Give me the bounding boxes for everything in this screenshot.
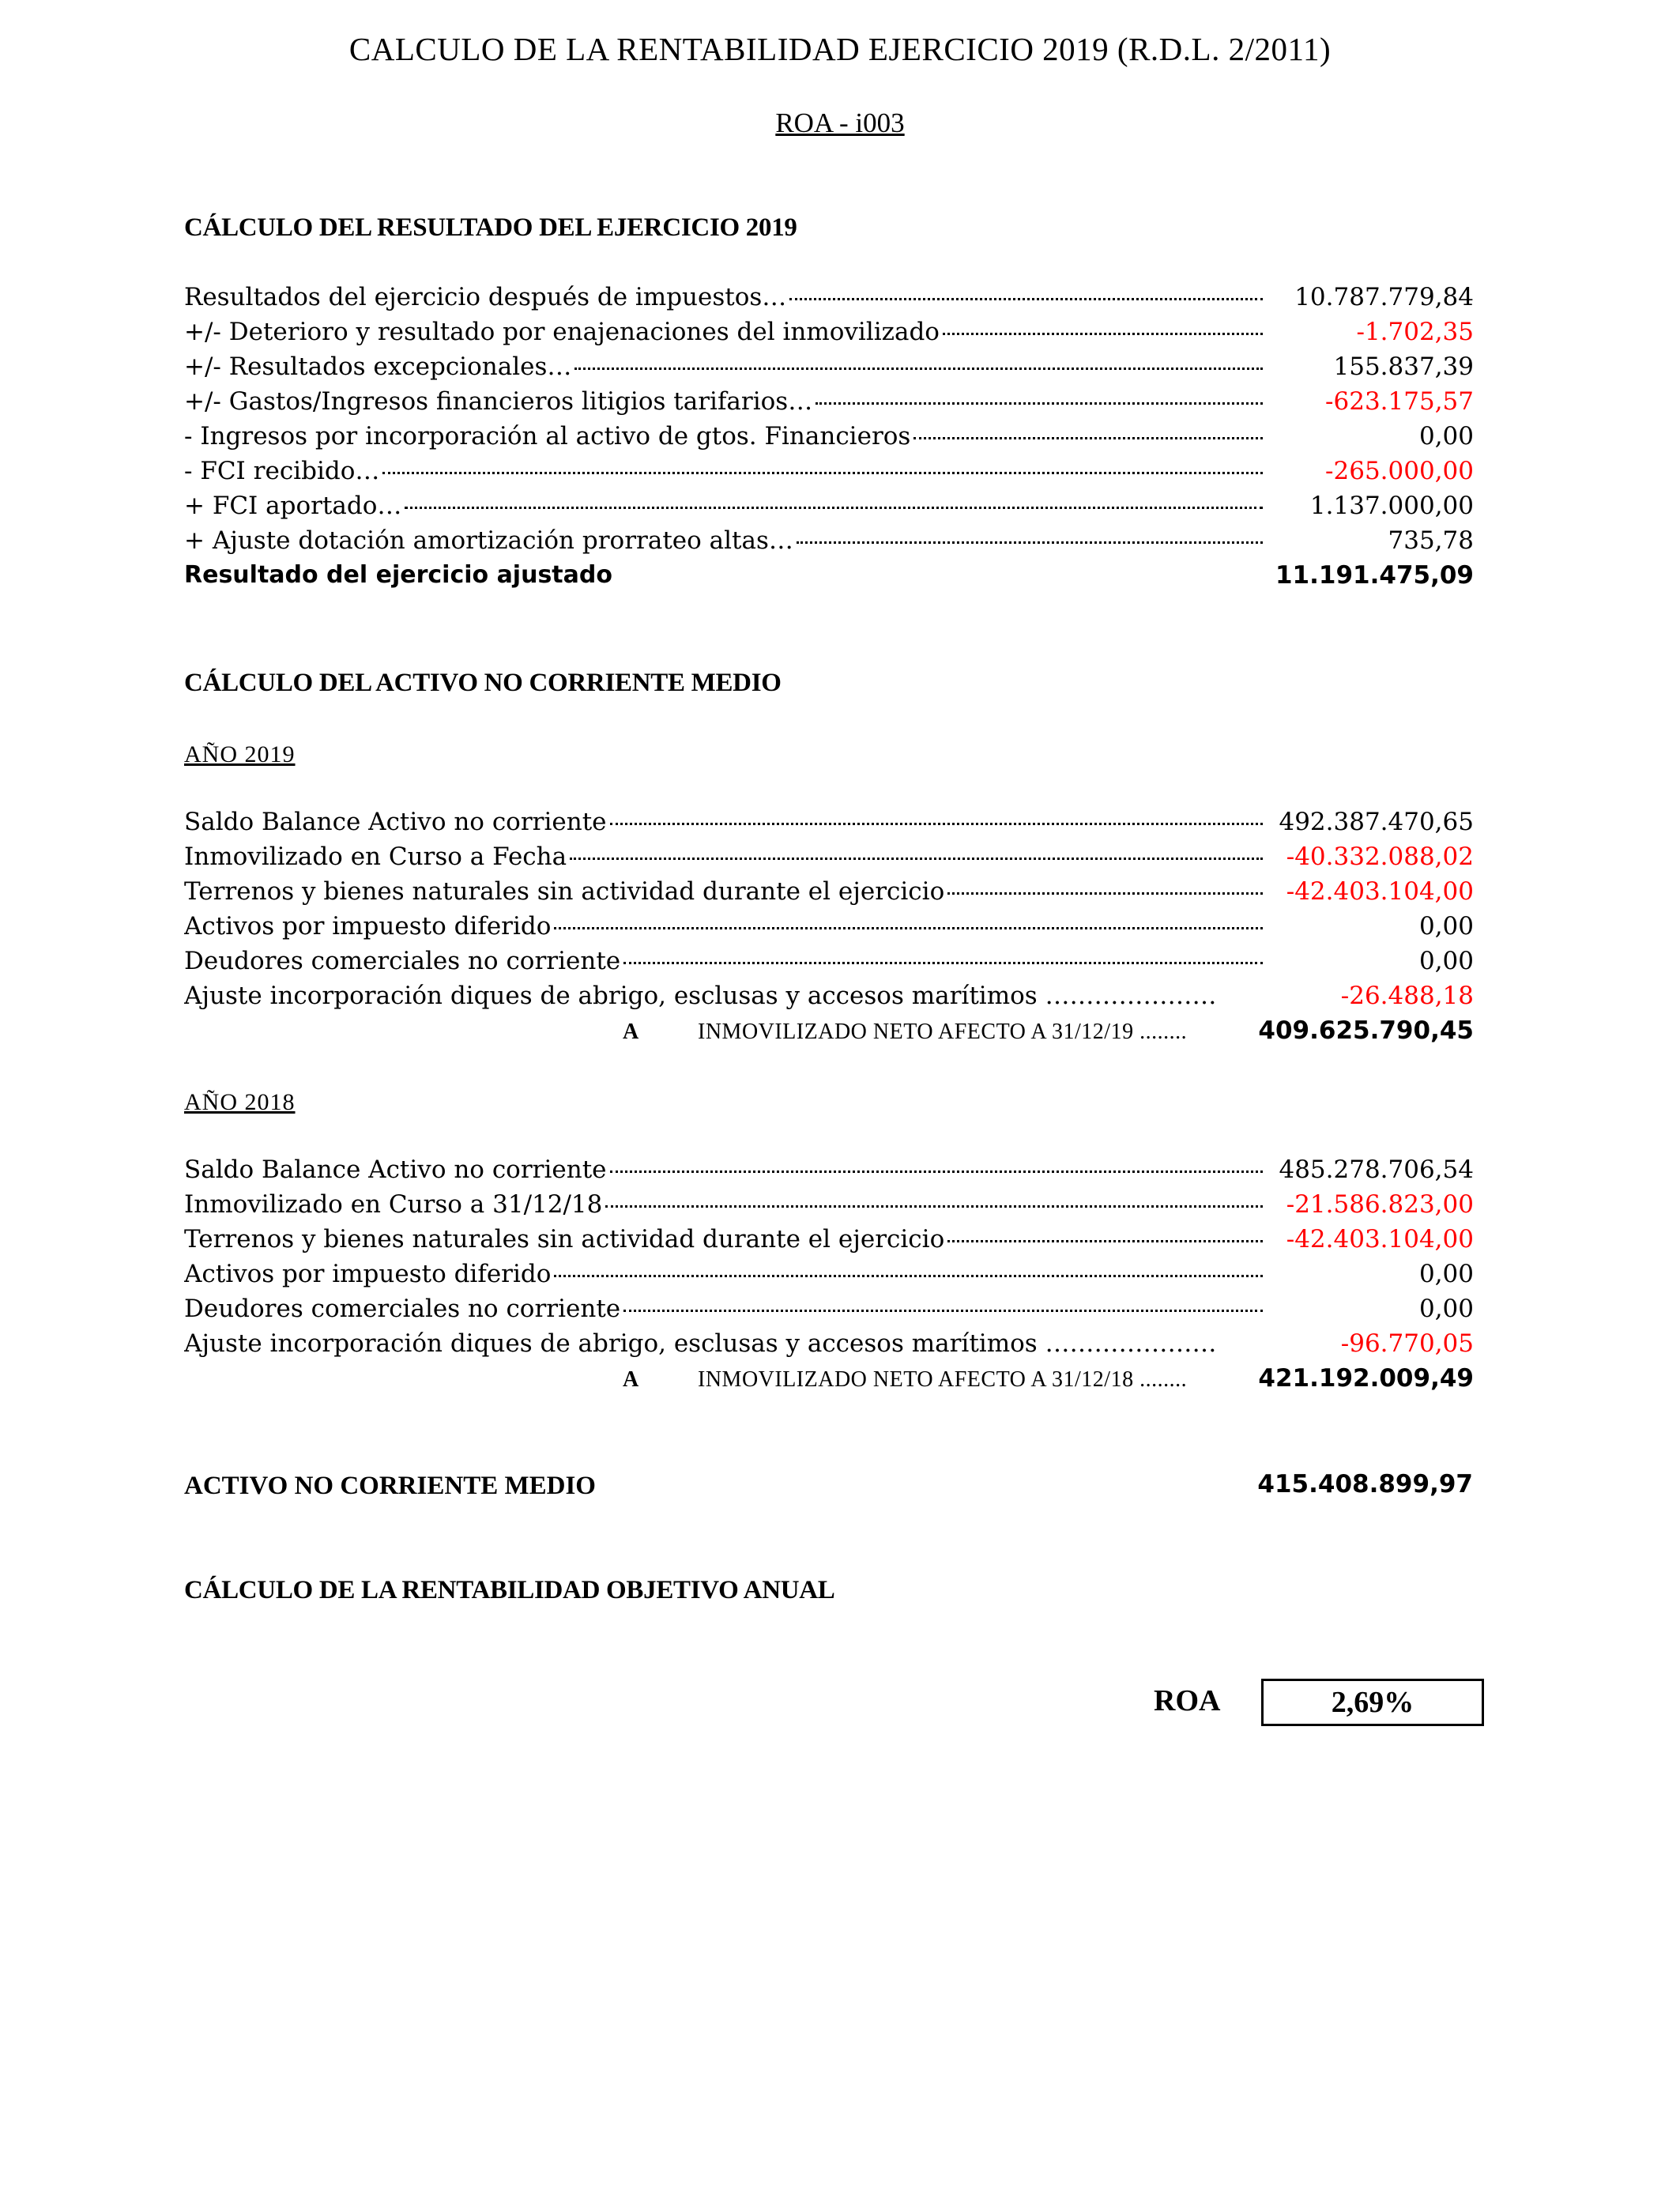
row-value: -623.175,57 [1325, 387, 1474, 416]
row-value: -42.403.104,00 [1286, 877, 1474, 906]
row-label: Saldo Balance Activo no corriente [184, 1155, 607, 1184]
row-value: 0,00 [1418, 1295, 1474, 1323]
roa-value-box: 2,69% [1261, 1679, 1484, 1726]
activo-2018-row [184, 1190, 1474, 1225]
row-label: Deudores comerciales no corriente [184, 1295, 621, 1323]
resultado-row [184, 492, 1474, 526]
row-label: +/- Deterioro y resultado por enajenaciones del inmovilizado [184, 318, 940, 346]
resultado-row [184, 352, 1474, 387]
row-value: 492.387.470,65 [1279, 808, 1474, 836]
row-label: Deudores comerciales no corriente [184, 947, 621, 975]
subtotal-label: INMOVILIZADO NETO AFECTO A 31/12/19 ........ [698, 1020, 1188, 1044]
activo-2018-row [184, 1295, 1474, 1329]
row-value: 155.837,39 [1333, 352, 1474, 381]
subtotal-marker: A [623, 1020, 639, 1044]
resultado-row [184, 387, 1474, 422]
row-value: -21.586.823,00 [1286, 1190, 1474, 1219]
row-value: 10.787.779,84 [1294, 283, 1474, 311]
subtotal-2019-row [184, 1016, 1474, 1051]
roa-label: ROA [1154, 1684, 1221, 1717]
row-value: 485.278.706,54 [1279, 1155, 1474, 1184]
activo-2019-row [184, 808, 1474, 843]
row-value: -1.702,35 [1356, 318, 1474, 346]
row-label: Activos por impuesto diferido [184, 1260, 552, 1288]
row-label: Ajuste incorporación diques de abrigo, esclusas y accesos marítimos ………………… [184, 982, 1217, 1010]
resultado-row [184, 318, 1474, 352]
row-label: Terrenos y bienes naturales sin actividad durante el ejercicio [184, 1225, 945, 1253]
row-label: - Ingresos por incorporación al activo de gtos. Financieros [184, 422, 911, 450]
row-value: -26.488,18 [1340, 982, 1474, 1010]
row-value: 0,00 [1418, 947, 1474, 975]
year-2018-label: AÑO 2018 [184, 1089, 296, 1115]
rentabilidad-heading: CÁLCULO DE LA RENTABILIDAD OBJETIVO ANUAL [184, 1576, 835, 1604]
document-code: ROA - i003 [775, 107, 905, 138]
row-value: -265.000,00 [1325, 457, 1474, 485]
row-value: 0,00 [1418, 1260, 1474, 1288]
page-title: CALCULO DE LA RENTABILIDAD EJERCICIO 2019 (R.D.L. 2/2011) [348, 31, 1332, 67]
activo-2018-row [184, 1225, 1474, 1260]
activo-2019-row [184, 982, 1474, 1016]
row-label: Inmovilizado en Curso a Fecha [184, 843, 567, 871]
resultado-heading: CÁLCULO DEL RESULTADO DEL EJERCICIO 2019 [184, 213, 797, 242]
row-value: 1.137.000,00 [1309, 492, 1474, 520]
subtotal-value: 409.625.790,45 [1258, 1016, 1474, 1045]
activo-2018-row [184, 1155, 1474, 1190]
row-label: +/- Resultados excepcionales… [184, 352, 572, 381]
row-label: Saldo Balance Activo no corriente [184, 808, 607, 836]
subtotal-marker: A [623, 1367, 639, 1392]
row-value: 735,78 [1388, 526, 1474, 555]
resultado-row [184, 283, 1474, 318]
year-2019-label: AÑO 2019 [184, 741, 296, 767]
activo-2019-row [184, 912, 1474, 947]
activo-heading: CÁLCULO DEL ACTIVO NO CORRIENTE MEDIO [184, 669, 782, 697]
row-value: -40.332.088,02 [1286, 843, 1474, 871]
resultado-row [184, 422, 1474, 457]
row-label: Inmovilizado en Curso a 31/12/18 [184, 1190, 603, 1219]
row-label: Resultados del ejercicio después de impuestos… [184, 283, 787, 311]
resultado-total-row [184, 561, 1474, 596]
activo-2019-row [184, 877, 1474, 912]
row-label: - FCI recibido… [184, 457, 380, 485]
row-label: Terrenos y bienes naturales sin actividad durante el ejercicio [184, 877, 945, 906]
subtotal-value: 421.192.009,49 [1258, 1364, 1474, 1393]
activo-2018-row [184, 1260, 1474, 1295]
activo-2019-row [184, 843, 1474, 877]
subtotal-label: INMOVILIZADO NETO AFECTO A 31/12/18 ........ [698, 1367, 1188, 1392]
resultado-row [184, 457, 1474, 492]
row-value: -42.403.104,00 [1286, 1225, 1474, 1253]
total-value: 11.191.475,09 [1275, 561, 1474, 590]
subtotal-2018-row [184, 1364, 1474, 1399]
activo-medio-label: ACTIVO NO CORRIENTE MEDIO [184, 1472, 596, 1500]
activo-2019-row [184, 947, 1474, 982]
activo-2018-row [184, 1329, 1474, 1364]
row-label: Ajuste incorporación diques de abrigo, esclusas y accesos marítimos ………………… [184, 1329, 1217, 1358]
row-label: + FCI aportado… [184, 492, 402, 520]
row-label: +/- Gastos/Ingresos financieros litigios tarifarios… [184, 387, 813, 416]
row-label: Activos por impuesto diferido [184, 912, 552, 941]
row-value: -96.770,05 [1340, 1329, 1474, 1358]
row-label: + Ajuste dotación amortización prorrateo altas… [184, 526, 793, 555]
resultado-row [184, 526, 1474, 561]
total-label: Resultado del ejercicio ajustado [184, 561, 612, 589]
row-value: 0,00 [1418, 422, 1474, 450]
row-value: 0,00 [1418, 912, 1474, 941]
activo-medio-value: 415.408.899,97 [1257, 1470, 1473, 1498]
